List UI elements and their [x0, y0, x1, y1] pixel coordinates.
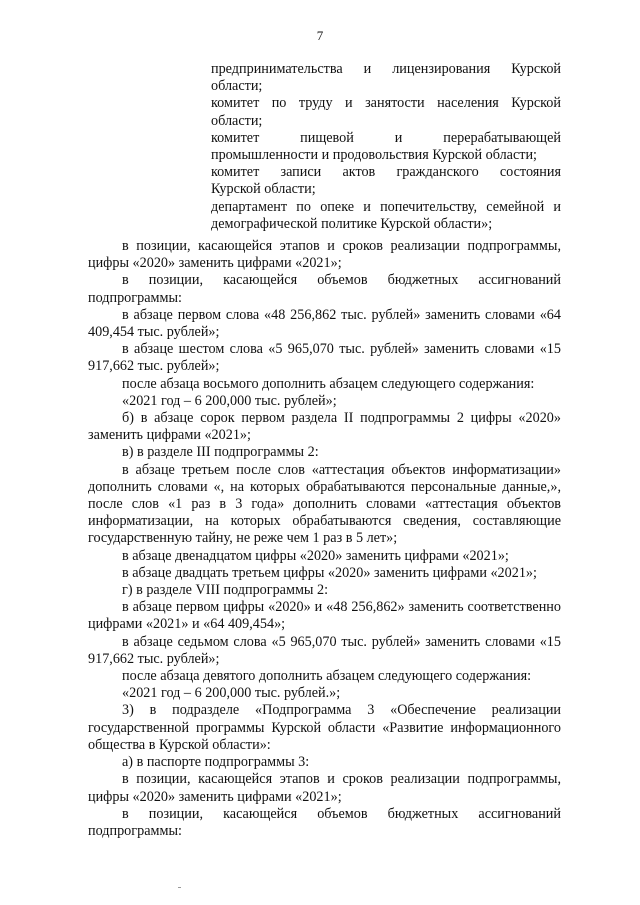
- list-item-line2: области;: [211, 78, 263, 95]
- paragraph: в позиции, касающейся объемов бюджетных ассигнований подпрограммы:: [88, 272, 561, 306]
- list-item: [211, 95, 561, 129]
- document-body: [88, 238, 561, 840]
- paragraph: в позиции, касающейся этапов и сроков реализации подпрограммы, цифры «2020» заменить цифрами «2021»;: [88, 238, 561, 272]
- committee-list: [211, 61, 561, 233]
- paragraph: в позиции, касающейся объемов бюджетных ассигнований подпрограммы:: [88, 805, 561, 839]
- paragraph: в абзаце первом цифры «2020» и «48 256,862» заменить соответственно цифрами «2021» и «64 409,454»;: [88, 599, 561, 633]
- list-item-line1: предпринимательства и лицензирования Курской: [211, 61, 561, 77]
- list-item-line1: комитет записи актов гражданского состояния: [211, 164, 561, 181]
- list-item-line2: Курской области;: [211, 181, 316, 198]
- list-item: [211, 164, 561, 198]
- list-item-line2: промышленности и продовольствия Курской области;: [211, 147, 537, 164]
- paragraph: в абзаце первом слова «48 256,862 тыс. рублей» заменить словами «64 409,454 тыс. рублей»;: [88, 306, 561, 341]
- list-item: [211, 61, 561, 95]
- list-item: [211, 199, 561, 233]
- paragraph: 3) в подразделе «Подпрограмма 3 «Обеспечение реализации государственной программы Курской области «Развитие информационного общества в Курской области»:: [88, 702, 561, 753]
- paragraph: в позиции, касающейся этапов и сроков реализации подпрограммы, цифры «2020» заменить цифрами «2021»;: [88, 771, 561, 805]
- paragraph: в абзаце двенадцатом цифры «2020» заменить цифрами «2021»;: [122, 547, 509, 564]
- paragraph: «2021 год – 6 200,000 тыс. рублей.»;: [122, 685, 341, 702]
- paragraph: «2021 год – 6 200,000 тыс. рублей»;: [122, 392, 337, 409]
- paragraph: в абзаце третьем после слов «аттестация объектов информатизации» дополнить словами «, на которых обрабатываются персональные данные,», после слов «1 раз в 3 года» дополнить словами «аттестация объектов информатизации, на которых обрабатываются сведения, составляющие государственную тайну, не реже чем 1 раз в 5 лет»;: [88, 461, 561, 547]
- paragraph: в) в разделе III подпрограммы 2:: [122, 444, 319, 461]
- paragraph: после абзаца девятого дополнить абзацем следующего содержания:: [122, 668, 532, 685]
- paragraph: а) в паспорте подпрограммы 3:: [122, 754, 310, 771]
- list-item: [211, 130, 561, 164]
- paragraph: б) в абзаце сорок первом раздела II подпрограммы 2 цифры «2020» заменить цифрами «2021»;: [88, 410, 561, 444]
- page-number: 7: [316, 28, 324, 43]
- list-item-line1: комитет пищевой и перерабатывающей: [211, 129, 561, 146]
- scan-mark: [178, 887, 181, 888]
- list-item-line2: области;: [211, 112, 263, 129]
- list-item-line1: департамент по опеке и попечительству, семейной и: [211, 198, 561, 215]
- paragraph: в абзаце седьмом слова «5 965,070 тыс. рублей» заменить словами «15 917,662 тыс. рублей»;: [88, 633, 561, 667]
- paragraph: после абзаца восьмого дополнить абзацем следующего содержания:: [122, 375, 535, 392]
- paragraph: в абзаце шестом слова «5 965,070 тыс. рублей» заменить словами «15 917,662 тыс. рублей»;: [88, 341, 561, 375]
- paragraph: г) в разделе VIII подпрограммы 2:: [122, 582, 329, 599]
- list-item-line2: демографической политике Курской области»;: [211, 215, 493, 232]
- paragraph: в абзаце двадцать третьем цифры «2020» заменить цифрами «2021»;: [122, 564, 537, 581]
- list-item-line1: комитет по труду и занятости населения Курской: [211, 95, 561, 112]
